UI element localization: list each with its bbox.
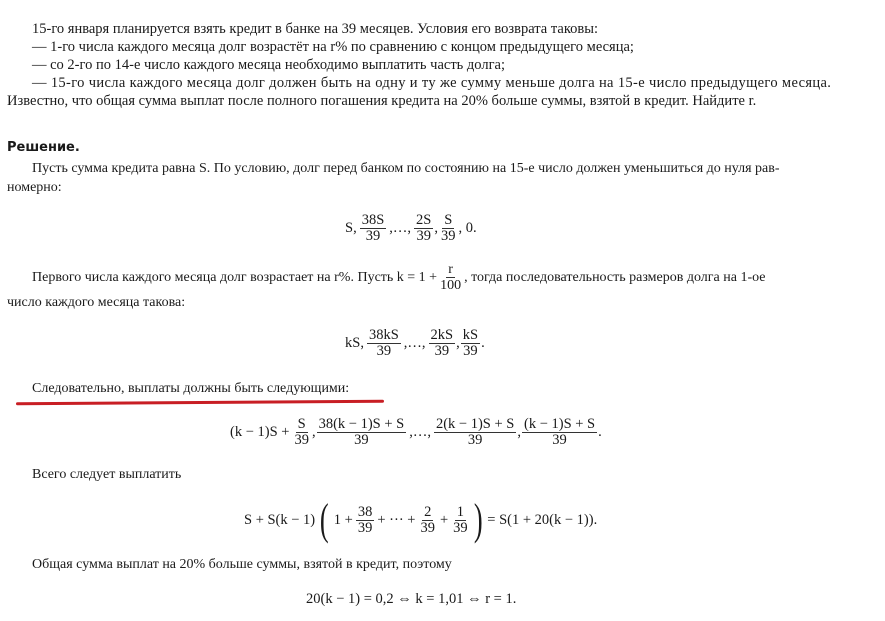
- solution-paragraph-5: Общая сумма выплат на 20% больше суммы, взятой в кредит, поэтому: [32, 557, 452, 572]
- solution-paragraph-1: Пусть сумма кредита равна S. По условию, долг перед банком по состоянию на 15-е число должен уменьшиться до нуля рав-: [32, 161, 780, 176]
- formula-debt-sequence: S, $\frac{38S}{39}$ ,…, $\frac{2S}{39}$ , $\frac{S}{39}$ , 0.: [345, 212, 477, 244]
- problem-condition-1: — 1-го числа каждого месяца долг возрастёт на r% по сравнению с концом предыдущего месяца;: [32, 39, 634, 55]
- fraction: $\frac{S}{39}$: [440, 212, 456, 244]
- formula-first-day-debt: kS, $\frac{38kS}{39}$ ,…, $\frac{2kS}{39}$ , $\frac{kS}{39}$ .: [345, 327, 485, 359]
- red-underline-annotation: [16, 400, 384, 406]
- fraction: $\frac{(k - 1)S + S}{39}$: [523, 416, 596, 448]
- left-paren: (: [320, 495, 329, 544]
- fraction: $\frac{kS}{39}$: [462, 327, 479, 359]
- fraction: $\frac{2}{39}$: [420, 503, 435, 536]
- right-paren: ): [473, 495, 483, 544]
- solution-paragraph-1-cont: номерно:: [7, 180, 62, 195]
- fraction: $\frac{2S}{39}$: [416, 212, 432, 244]
- problem-statement: Известно, что общая сумма выплат после полного погашения кредита на 20% больше суммы, взятой в кредит. Найдите r.: [7, 93, 757, 109]
- fraction: $\frac{S}{39}$: [294, 416, 309, 448]
- formula-total-sum: S + S(k − 1) ( 1 + $\frac{38}{39}$ + ··· + $\frac{2}{39}$ + $\frac{1}{39}$ ) = S(1 + 20(k − 1)).: [244, 495, 598, 544]
- formula-answer: 20(k − 1) = 0,2 ⇔ k = 1,01 ⇔ r = 1.: [306, 591, 517, 607]
- problem-condition-3: — 15-го числа каждого месяца долг должен быть на одну и ту же сумму меньше долга на 15-е число предыдущего месяца.: [32, 75, 832, 91]
- solution-paragraph-2: Первого числа каждого месяца долг возрастает на r%. Пусть k = 1 + $\frac{r}{100}$ , тогда последовательность размеров долга на 1-ое: [32, 262, 766, 293]
- solution-paragraph-3: Следовательно, выплаты должны быть следующими:: [32, 381, 350, 396]
- fraction: $\frac{38kS}{39}$: [368, 327, 399, 359]
- fraction: $\frac{2kS}{39}$: [430, 327, 454, 359]
- solution-paragraph-4: Всего следует выплатить: [32, 467, 182, 482]
- solution-paragraph-2-cont: число каждого месяца такова:: [7, 295, 186, 310]
- fraction: $\frac{38}{39}$: [357, 503, 373, 536]
- problem-condition-2: — со 2-го по 14-е число каждого месяца необходимо выплатить часть долга;: [32, 57, 505, 73]
- fraction: $\frac{38(k - 1)S + S}{39}$: [318, 416, 405, 448]
- fraction: $\frac{r}{100}$: [440, 262, 462, 293]
- fraction: $\frac{38S}{39}$: [361, 212, 385, 244]
- fraction: $\frac{2(k - 1)S + S}{39}$: [435, 416, 515, 448]
- solution-heading: Решение.: [7, 140, 80, 155]
- problem-intro: 15-го января планируется взять кредит в банке на 39 месяцев. Условия его возврата таковы:: [32, 21, 598, 37]
- fraction: $\frac{1}{39}$: [453, 503, 468, 536]
- formula-payments: (k − 1)S + $\frac{S}{39}$ , $\frac{38(k - 1)S + S}{39}$ ,…, $\frac{2(k - 1)S + S}{39}$ , $\frac{(k - 1)S + S}{39}$ .: [230, 416, 602, 448]
